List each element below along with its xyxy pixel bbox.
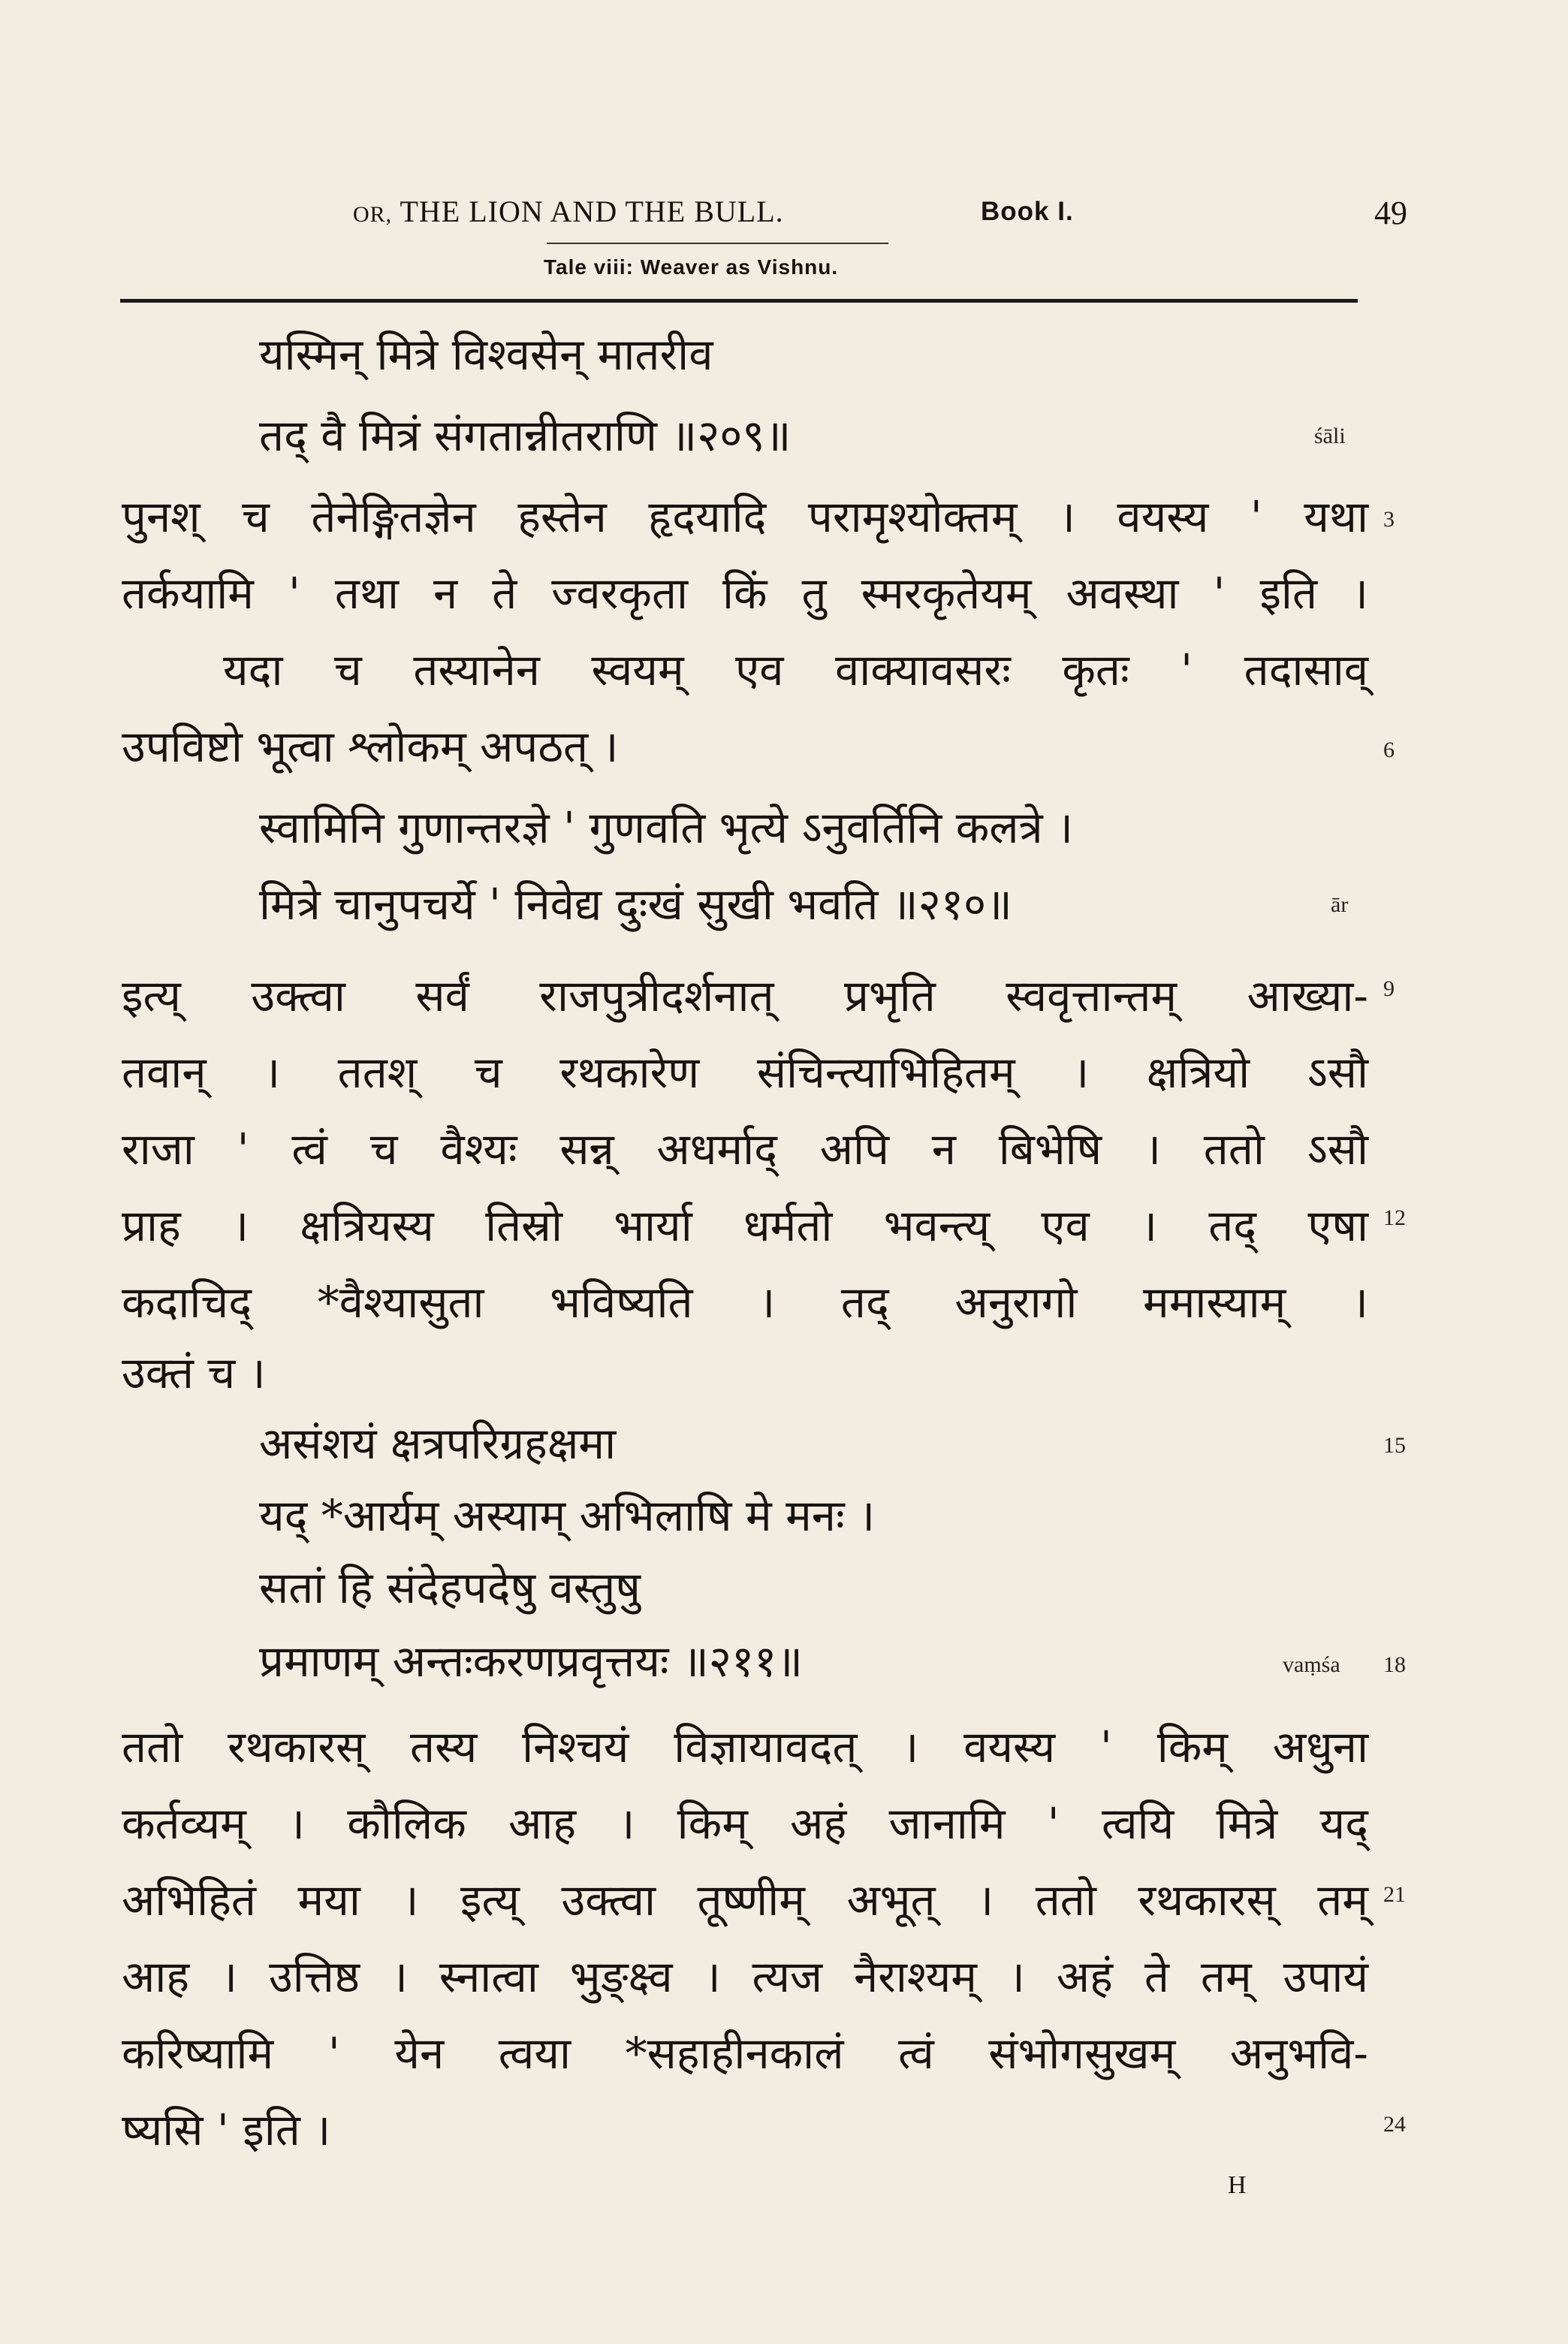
line-number: 21 (1383, 1882, 1406, 1907)
prose-line: प्राह । क्षत्रियस्य तिस्रो भार्या धर्मतो भवन्त्य् एव । तद् एषा (122, 1200, 1368, 1251)
page-number: 49 (1374, 195, 1407, 231)
line-number: 15 (1383, 1433, 1406, 1458)
header-rule (120, 299, 1358, 303)
subtitle-rule (547, 243, 888, 244)
prose-line: ष्यसि ' इति । (122, 2104, 331, 2155)
line-number: 18 (1383, 1652, 1406, 1677)
verse-line: यद् *आर्यम् अस्याम् अभिलाषि मे मनः । (259, 1490, 876, 1541)
prose-line: अभिहितं मया । इत्य् उक्त्वा तूष्णीम् अभूत् । ततो रथकारस् तम् (122, 1875, 1368, 1926)
meter-label: ār (1331, 892, 1349, 917)
prose-line: यदा च तस्यानेन स्वयम् एव वाक्यावसरः कृतः ' तदासाव् (223, 644, 1368, 695)
prose-line: पुनश् च तेनेङ्गितज्ञेन हस्तेन हृदयादि परामृश्योक्तम् । वयस्य ' यथा (122, 491, 1368, 542)
verse-line: असंशयं क्षत्रपरिग्रहक्षमा (259, 1418, 617, 1469)
prose-line: तर्कयामि ' तथा न ते ज्वरकृता किं तु स्मरकृतेयम् अवस्था ' इति । (122, 568, 1368, 619)
verse-line: मित्रे चानुपचर्ये ' निवेद्य दुःखं सुखी भवति ॥२१०॥ (259, 879, 1012, 930)
verse-line: यस्मिन् मित्रे विश्वसेन् मातरीव (259, 329, 713, 380)
prose-line: आह । उत्तिष्ठ । स्नात्वा भुङ्क्ष्व । त्यज नैराश्यम् । अहं ते तम् उपायं (122, 1951, 1368, 2002)
tale-subtitle: Tale viii: Weaver as Vishnu. (544, 255, 839, 279)
signature-mark: H (1228, 2171, 1247, 2199)
prose-line: उपविष्टो भूत्वा श्लोकम् अपठत् । (122, 721, 619, 772)
verse-line: तद् वै मित्रं संगतान्नीतराणि ॥२०९॥ (259, 410, 792, 461)
meter-label: vaṃśa (1283, 1652, 1340, 1677)
line-number: 24 (1383, 2112, 1406, 2137)
line-number: 12 (1383, 1205, 1406, 1230)
line-number: 9 (1383, 976, 1395, 1001)
prose-line: राजा ' त्वं च वैश्यः सन्न् अधर्माद् अपि न बिभेषि । ततो ऽसौ (122, 1124, 1368, 1175)
prose-line: करिष्यामि ' येन त्वया *सहाहीनकालं त्वं संभोगसुखम् अनुभवि- (122, 2028, 1368, 2079)
verse-line: स्वामिनि गुणान्तरज्ञे ' गुणवति भृत्ये ऽनुवर्तिनि कलत्रे । (259, 802, 1074, 853)
line-number: 3 (1383, 507, 1395, 532)
meter-label: śāli (1314, 424, 1346, 448)
verse-line: प्रमाणम् अन्तःकरणप्रवृत्तयः ॥२११॥ (259, 1636, 804, 1687)
prose-line: तवान् । ततश् च रथकारेण संचिन्त्याभिहितम् । क्षत्रियो ऽसौ (122, 1047, 1368, 1098)
book-label: Book I. (981, 197, 1074, 226)
prose-line: इत्य् उक्त्वा सर्वं राजपुत्रीदर्शनात् प्रभृति स्ववृत्तान्तम् आख्या- (122, 970, 1368, 1021)
prose-line: ततो रथकारस् तस्य निश्चयं विज्ञायावदत् । वयस्य ' किम् अधुना (122, 1721, 1368, 1772)
prose-line: कदाचिद् *वैश्यासुता भविष्यति । तद् अनुरागो ममास्याम् । (122, 1277, 1368, 1328)
prose-line: कर्तव्यम् । कौलिक आह । किम् अहं जानामि ' त्वयि मित्रे यद् (122, 1798, 1368, 1849)
prose-line: उक्तं च । (122, 1347, 266, 1398)
line-number: 6 (1383, 738, 1395, 762)
running-title: OR, THE LION AND THE BULL. (353, 195, 784, 228)
verse-line: सतां हि संदेहपदेषु वस्तुषु (259, 1562, 641, 1613)
